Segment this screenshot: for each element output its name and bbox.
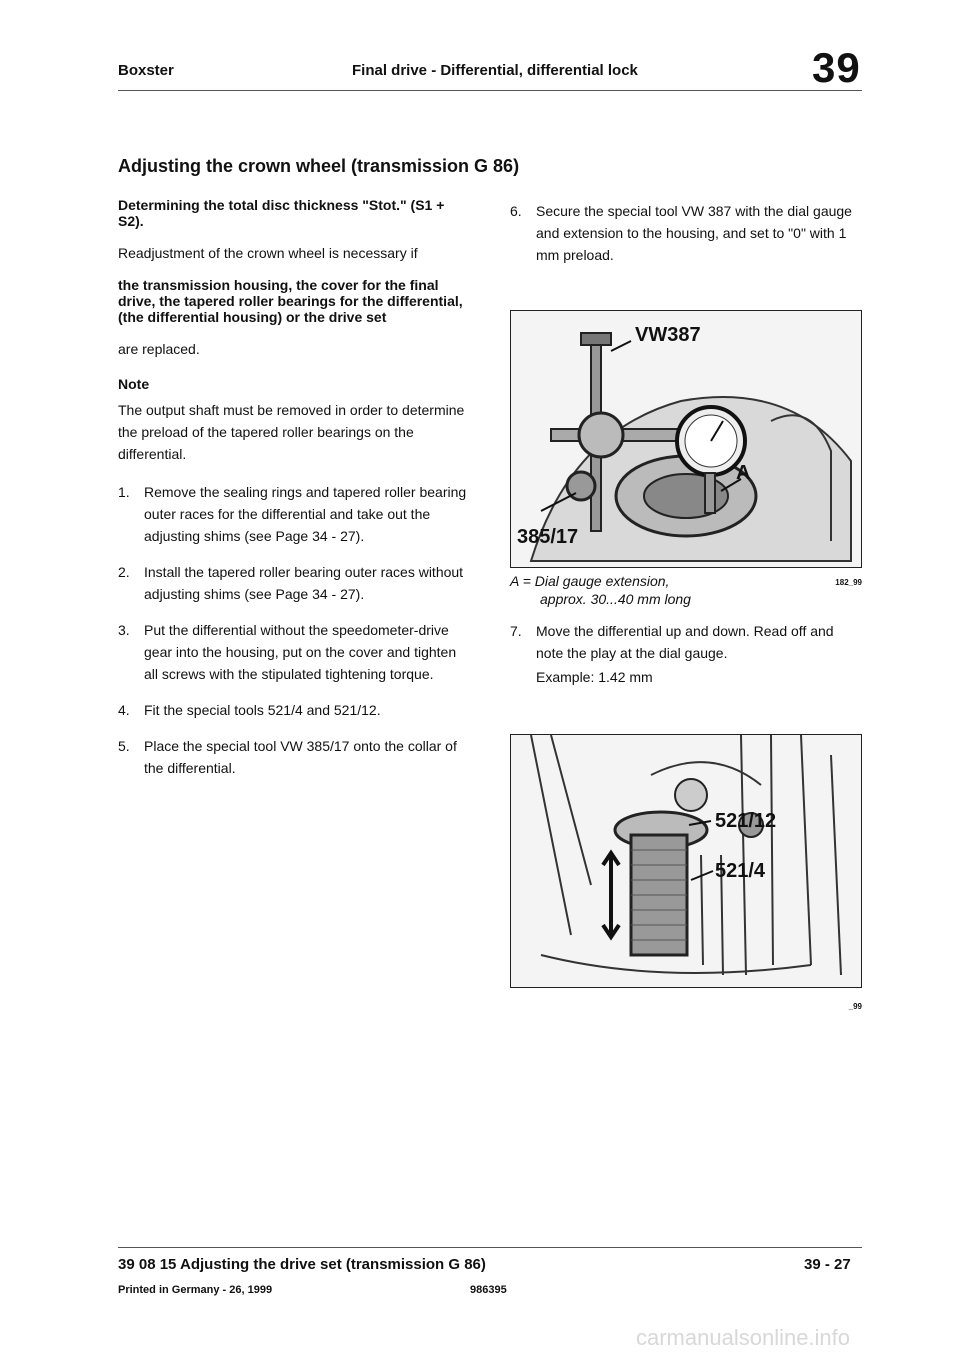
special-tools-illustration — [511, 735, 861, 987]
step-number: 1. — [118, 484, 130, 500]
figure-2-ref: _99 — [848, 1002, 862, 1011]
step-text: Move the differential up and down. Read off and note the play at the dial gauge. — [536, 623, 834, 661]
step-2 — [118, 561, 470, 605]
step-text: Put the differential without the speedometer-drive gear into the housing, put on the cover and tighten all screws with the stipulated tightening torque. — [144, 622, 457, 682]
step-text: Place the special tool VW 385/17 onto the collar of the differential. — [144, 738, 457, 776]
step-number: 6. — [510, 203, 522, 219]
step-6 — [510, 200, 862, 266]
step-number: 4. — [118, 702, 130, 718]
caption-line-1: A = Dial gauge extension, — [510, 573, 670, 589]
page-number: 39 - 27 — [804, 1256, 851, 1273]
label-521-12: 521/12 — [715, 810, 777, 832]
step-3 — [118, 619, 470, 685]
step-text: Secure the special tool VW 387 with the dial gauge and extension to the housing, and set to "0" with 1 mm preload. — [536, 203, 852, 263]
label-a: A — [736, 462, 751, 484]
label-385-17: 385/17 — [517, 526, 579, 548]
caption-line-2: approx. 30...40 mm long — [540, 591, 691, 607]
right-column — [510, 200, 862, 1018]
footer-title: 39 08 15 Adjusting the drive set (transmission G 86) — [118, 1256, 486, 1273]
subheading: Determining the total disc thickness "Stot." (S1 + S2). — [118, 197, 445, 229]
printed-note: Printed in Germany - 26, 1999 — [118, 1284, 273, 1296]
step-5 — [118, 735, 470, 779]
left-column — [118, 197, 470, 793]
label-vw387: VW387 — [635, 324, 701, 346]
label-521-4: 521/4 — [715, 860, 766, 882]
dial-gauge-illustration — [511, 311, 861, 567]
step-number: 3. — [118, 622, 130, 638]
page-title: Adjusting the crown wheel (transmission G 86) — [118, 156, 520, 176]
note-label: Note — [118, 376, 150, 392]
step-1 — [118, 481, 470, 547]
step-7 — [510, 620, 862, 664]
step-number: 2. — [118, 564, 130, 580]
replaced-text: are replaced. — [118, 341, 200, 357]
step-text: Install the tapered roller bearing outer races without adjusting shims (see Page 34 - 27). — [144, 564, 464, 602]
step-4 — [118, 699, 470, 721]
figure-1-caption — [510, 572, 862, 608]
note-text: The output shaft must be removed in order to determine the preload of the tapered roller bearings on the differential. — [118, 402, 465, 462]
step-text: Fit the special tools 521/4 and 521/12. — [144, 702, 381, 718]
header-rule — [118, 90, 862, 91]
figure-1-ref: 182_99 — [835, 578, 862, 587]
step-7-example: Example: 1.42 mm — [536, 669, 653, 685]
step-number: 5. — [118, 738, 130, 754]
document-code: 986395 — [470, 1284, 507, 1296]
chapter-number: 39 — [812, 44, 861, 91]
header-title: Final drive - Differential, differential lock — [352, 62, 638, 79]
step-number: 7. — [510, 623, 522, 639]
intro-text: Readjustment of the crown wheel is necessary if — [118, 245, 418, 261]
footer-rule — [118, 1247, 862, 1248]
figure-dial-gauge — [510, 310, 862, 568]
step-text: Remove the sealing rings and tapered roller bearing outer races for the differential and take out the adjusting shims (see Page 34 - 27). — [144, 484, 467, 544]
conditions-list: the transmission housing, the cover for the final drive, the tapered roller bearings for the differential, (the differential housing) or the drive set — [118, 277, 463, 325]
figure-special-tools — [510, 734, 862, 988]
header-model: Boxster — [118, 62, 174, 79]
watermark: carmanualsonline.info — [636, 1325, 851, 1350]
